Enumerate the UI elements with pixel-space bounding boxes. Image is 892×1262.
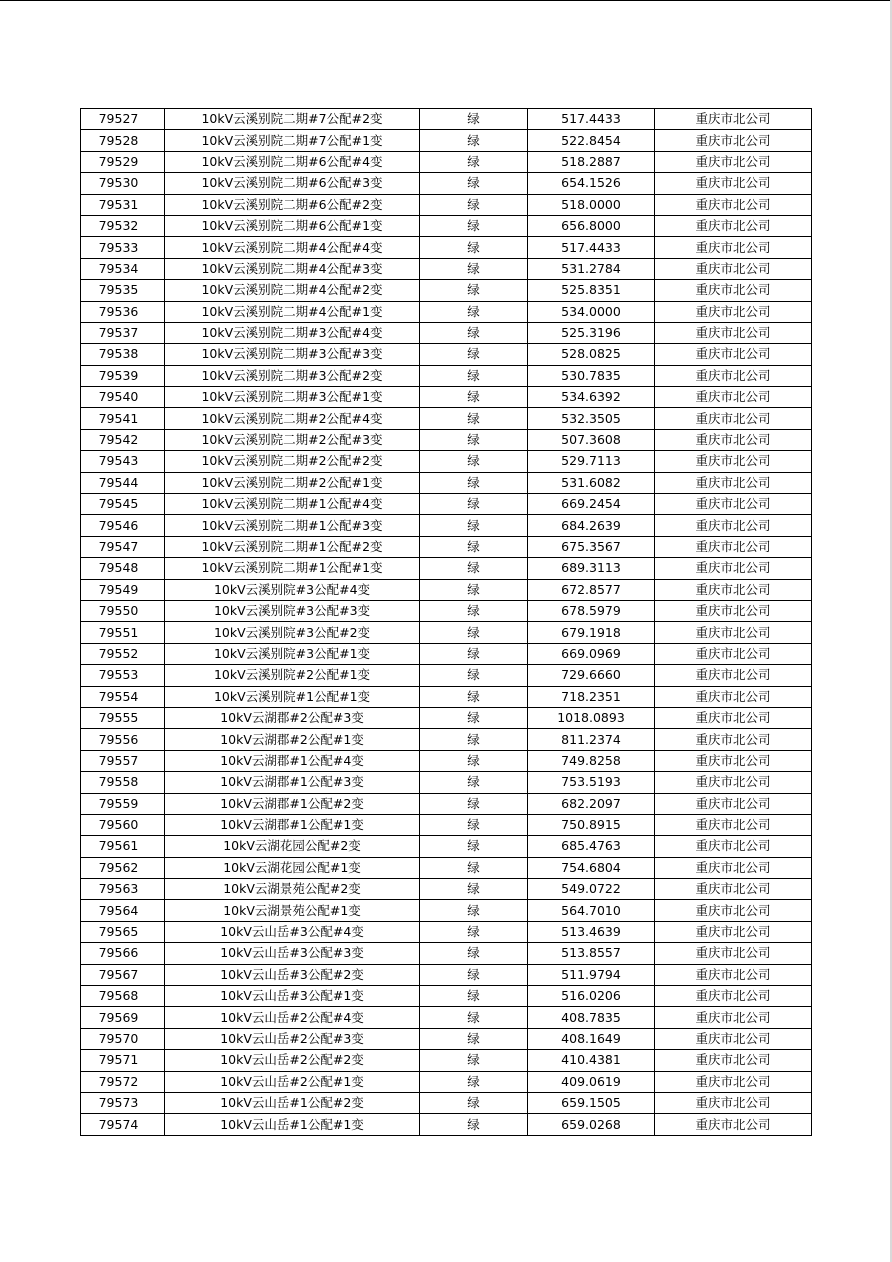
value-cell: 689.3113 bbox=[528, 558, 655, 579]
row-id-cell: 79567 bbox=[81, 964, 165, 985]
transformer-name-cell: 10kV云溪别院二期#6公配#3变 bbox=[165, 173, 420, 194]
company-cell: 重庆市北公司 bbox=[655, 729, 812, 750]
table-row bbox=[81, 729, 812, 750]
company-cell: 重庆市北公司 bbox=[655, 451, 812, 472]
company-cell: 重庆市北公司 bbox=[655, 879, 812, 900]
table-row bbox=[81, 964, 812, 985]
status-color-cell: 绿 bbox=[420, 109, 528, 130]
transformer-name-cell: 10kV云湖郡#2公配#3变 bbox=[165, 707, 420, 728]
table-row bbox=[81, 387, 812, 408]
status-color-cell: 绿 bbox=[420, 558, 528, 579]
transformer-name-cell: 10kV云湖郡#1公配#1变 bbox=[165, 814, 420, 835]
transformer-name-cell: 10kV云溪别院二期#4公配#2变 bbox=[165, 280, 420, 301]
company-cell: 重庆市北公司 bbox=[655, 1092, 812, 1113]
table-row bbox=[81, 237, 812, 258]
company-cell: 重庆市北公司 bbox=[655, 836, 812, 857]
status-color-cell: 绿 bbox=[420, 130, 528, 151]
transformer-name-cell: 10kV云溪别院二期#6公配#4变 bbox=[165, 151, 420, 172]
status-color-cell: 绿 bbox=[420, 494, 528, 515]
table-row bbox=[81, 558, 812, 579]
value-cell: 549.0722 bbox=[528, 879, 655, 900]
row-id-cell: 79554 bbox=[81, 686, 165, 707]
status-color-cell: 绿 bbox=[420, 900, 528, 921]
status-color-cell: 绿 bbox=[420, 194, 528, 215]
value-cell: 528.0825 bbox=[528, 344, 655, 365]
row-id-cell: 79530 bbox=[81, 173, 165, 194]
transformer-name-cell: 10kV云溪别院二期#2公配#2变 bbox=[165, 451, 420, 472]
status-color-cell: 绿 bbox=[420, 750, 528, 771]
row-id-cell: 79536 bbox=[81, 301, 165, 322]
row-id-cell: 79527 bbox=[81, 109, 165, 130]
company-cell: 重庆市北公司 bbox=[655, 1050, 812, 1071]
row-id-cell: 79548 bbox=[81, 558, 165, 579]
table-row bbox=[81, 1114, 812, 1135]
company-cell: 重庆市北公司 bbox=[655, 622, 812, 643]
company-cell: 重庆市北公司 bbox=[655, 1114, 812, 1135]
status-color-cell: 绿 bbox=[420, 1114, 528, 1135]
table-row bbox=[81, 750, 812, 771]
value-cell: 672.8577 bbox=[528, 579, 655, 600]
table-row bbox=[81, 365, 812, 386]
transformer-name-cell: 10kV云山岳#1公配#2变 bbox=[165, 1092, 420, 1113]
table-row bbox=[81, 814, 812, 835]
row-id-cell: 79537 bbox=[81, 322, 165, 343]
row-id-cell: 79564 bbox=[81, 900, 165, 921]
transformer-name-cell: 10kV云溪别院#3公配#2变 bbox=[165, 622, 420, 643]
status-color-cell: 绿 bbox=[420, 772, 528, 793]
transformer-name-cell: 10kV云溪别院#2公配#1变 bbox=[165, 665, 420, 686]
row-id-cell: 79569 bbox=[81, 1007, 165, 1028]
row-id-cell: 79532 bbox=[81, 215, 165, 236]
company-cell: 重庆市北公司 bbox=[655, 109, 812, 130]
value-cell: 531.6082 bbox=[528, 472, 655, 493]
company-cell: 重庆市北公司 bbox=[655, 515, 812, 536]
transformer-name-cell: 10kV云溪别院二期#2公配#4变 bbox=[165, 408, 420, 429]
status-color-cell: 绿 bbox=[420, 1028, 528, 1049]
status-color-cell: 绿 bbox=[420, 536, 528, 557]
value-cell: 531.2784 bbox=[528, 258, 655, 279]
row-id-cell: 79533 bbox=[81, 237, 165, 258]
value-cell: 753.5193 bbox=[528, 772, 655, 793]
status-color-cell: 绿 bbox=[420, 429, 528, 450]
row-id-cell: 79543 bbox=[81, 451, 165, 472]
value-cell: 409.0619 bbox=[528, 1071, 655, 1092]
value-cell: 408.1649 bbox=[528, 1028, 655, 1049]
status-color-cell: 绿 bbox=[420, 472, 528, 493]
company-cell: 重庆市北公司 bbox=[655, 258, 812, 279]
status-color-cell: 绿 bbox=[420, 387, 528, 408]
company-cell: 重庆市北公司 bbox=[655, 814, 812, 835]
table-row bbox=[81, 344, 812, 365]
value-cell: 675.3567 bbox=[528, 536, 655, 557]
row-id-cell: 79549 bbox=[81, 579, 165, 600]
row-id-cell: 79566 bbox=[81, 943, 165, 964]
company-cell: 重庆市北公司 bbox=[655, 665, 812, 686]
status-color-cell: 绿 bbox=[420, 1050, 528, 1071]
status-color-cell: 绿 bbox=[420, 836, 528, 857]
table-row bbox=[81, 836, 812, 857]
value-cell: 1018.0893 bbox=[528, 707, 655, 728]
status-color-cell: 绿 bbox=[420, 408, 528, 429]
company-cell: 重庆市北公司 bbox=[655, 130, 812, 151]
status-color-cell: 绿 bbox=[420, 322, 528, 343]
transformer-name-cell: 10kV云湖景苑公配#1变 bbox=[165, 900, 420, 921]
row-id-cell: 79572 bbox=[81, 1071, 165, 1092]
transformer-name-cell: 10kV云溪别院二期#4公配#3变 bbox=[165, 258, 420, 279]
status-color-cell: 绿 bbox=[420, 280, 528, 301]
table-row bbox=[81, 130, 812, 151]
company-cell: 重庆市北公司 bbox=[655, 536, 812, 557]
company-cell: 重庆市北公司 bbox=[655, 301, 812, 322]
table-row bbox=[81, 173, 812, 194]
transformer-name-cell: 10kV云溪别院二期#2公配#3变 bbox=[165, 429, 420, 450]
row-id-cell: 79541 bbox=[81, 408, 165, 429]
table-row bbox=[81, 643, 812, 664]
company-cell: 重庆市北公司 bbox=[655, 964, 812, 985]
transformer-name-cell: 10kV云溪别院二期#3公配#4变 bbox=[165, 322, 420, 343]
transformer-name-cell: 10kV云溪别院二期#3公配#1变 bbox=[165, 387, 420, 408]
row-id-cell: 79570 bbox=[81, 1028, 165, 1049]
transformer-name-cell: 10kV云湖郡#1公配#3变 bbox=[165, 772, 420, 793]
value-cell: 518.0000 bbox=[528, 194, 655, 215]
table-row bbox=[81, 857, 812, 878]
transformer-name-cell: 10kV云溪别院二期#6公配#2变 bbox=[165, 194, 420, 215]
company-cell: 重庆市北公司 bbox=[655, 686, 812, 707]
value-cell: 530.7835 bbox=[528, 365, 655, 386]
company-cell: 重庆市北公司 bbox=[655, 986, 812, 1007]
row-id-cell: 79544 bbox=[81, 472, 165, 493]
value-cell: 408.7835 bbox=[528, 1007, 655, 1028]
row-id-cell: 79550 bbox=[81, 600, 165, 621]
company-cell: 重庆市北公司 bbox=[655, 921, 812, 942]
status-color-cell: 绿 bbox=[420, 215, 528, 236]
table-row bbox=[81, 707, 812, 728]
status-color-cell: 绿 bbox=[420, 729, 528, 750]
company-cell: 重庆市北公司 bbox=[655, 408, 812, 429]
row-id-cell: 79571 bbox=[81, 1050, 165, 1071]
company-cell: 重庆市北公司 bbox=[655, 365, 812, 386]
table-row bbox=[81, 943, 812, 964]
transformer-name-cell: 10kV云溪别院二期#1公配#4变 bbox=[165, 494, 420, 515]
row-id-cell: 79534 bbox=[81, 258, 165, 279]
status-color-cell: 绿 bbox=[420, 151, 528, 172]
company-cell: 重庆市北公司 bbox=[655, 600, 812, 621]
status-color-cell: 绿 bbox=[420, 643, 528, 664]
row-id-cell: 79538 bbox=[81, 344, 165, 365]
value-cell: 718.2351 bbox=[528, 686, 655, 707]
table-row bbox=[81, 900, 812, 921]
transformer-name-cell: 10kV云湖花园公配#2变 bbox=[165, 836, 420, 857]
company-cell: 重庆市北公司 bbox=[655, 750, 812, 771]
value-cell: 811.2374 bbox=[528, 729, 655, 750]
value-cell: 518.2887 bbox=[528, 151, 655, 172]
status-color-cell: 绿 bbox=[420, 365, 528, 386]
value-cell: 507.3608 bbox=[528, 429, 655, 450]
company-cell: 重庆市北公司 bbox=[655, 322, 812, 343]
company-cell: 重庆市北公司 bbox=[655, 943, 812, 964]
table-row bbox=[81, 622, 812, 643]
transformer-table bbox=[80, 108, 812, 1136]
value-cell: 511.9794 bbox=[528, 964, 655, 985]
value-cell: 532.3505 bbox=[528, 408, 655, 429]
value-cell: 517.4433 bbox=[528, 109, 655, 130]
table-row bbox=[81, 301, 812, 322]
status-color-cell: 绿 bbox=[420, 707, 528, 728]
row-id-cell: 79565 bbox=[81, 921, 165, 942]
transformer-name-cell: 10kV云湖郡#1公配#2变 bbox=[165, 793, 420, 814]
table-row bbox=[81, 986, 812, 1007]
company-cell: 重庆市北公司 bbox=[655, 344, 812, 365]
status-color-cell: 绿 bbox=[420, 600, 528, 621]
row-id-cell: 79560 bbox=[81, 814, 165, 835]
transformer-name-cell: 10kV云溪别院#3公配#3变 bbox=[165, 600, 420, 621]
transformer-name-cell: 10kV云溪别院二期#4公配#1变 bbox=[165, 301, 420, 322]
value-cell: 564.7010 bbox=[528, 900, 655, 921]
company-cell: 重庆市北公司 bbox=[655, 494, 812, 515]
row-id-cell: 79562 bbox=[81, 857, 165, 878]
value-cell: 659.0268 bbox=[528, 1114, 655, 1135]
transformer-name-cell: 10kV云溪别院二期#1公配#1变 bbox=[165, 558, 420, 579]
table-row bbox=[81, 194, 812, 215]
value-cell: 685.4763 bbox=[528, 836, 655, 857]
row-id-cell: 79546 bbox=[81, 515, 165, 536]
row-id-cell: 79558 bbox=[81, 772, 165, 793]
row-id-cell: 79529 bbox=[81, 151, 165, 172]
transformer-name-cell: 10kV云溪别院二期#4公配#4变 bbox=[165, 237, 420, 258]
page-top-border bbox=[0, 0, 892, 1]
company-cell: 重庆市北公司 bbox=[655, 772, 812, 793]
row-id-cell: 79552 bbox=[81, 643, 165, 664]
status-color-cell: 绿 bbox=[420, 301, 528, 322]
row-id-cell: 79535 bbox=[81, 280, 165, 301]
status-color-cell: 绿 bbox=[420, 1071, 528, 1092]
table-row bbox=[81, 1028, 812, 1049]
value-cell: 516.0206 bbox=[528, 986, 655, 1007]
table-row bbox=[81, 408, 812, 429]
transformer-name-cell: 10kV云溪别院#3公配#4变 bbox=[165, 579, 420, 600]
row-id-cell: 79547 bbox=[81, 536, 165, 557]
company-cell: 重庆市北公司 bbox=[655, 215, 812, 236]
company-cell: 重庆市北公司 bbox=[655, 1007, 812, 1028]
value-cell: 678.5979 bbox=[528, 600, 655, 621]
status-color-cell: 绿 bbox=[420, 173, 528, 194]
table-row bbox=[81, 879, 812, 900]
value-cell: 522.8454 bbox=[528, 130, 655, 151]
company-cell: 重庆市北公司 bbox=[655, 472, 812, 493]
company-cell: 重庆市北公司 bbox=[655, 194, 812, 215]
company-cell: 重庆市北公司 bbox=[655, 151, 812, 172]
table-row bbox=[81, 600, 812, 621]
company-cell: 重庆市北公司 bbox=[655, 707, 812, 728]
row-id-cell: 79563 bbox=[81, 879, 165, 900]
status-color-cell: 绿 bbox=[420, 1092, 528, 1113]
value-cell: 749.8258 bbox=[528, 750, 655, 771]
table-row bbox=[81, 215, 812, 236]
status-color-cell: 绿 bbox=[420, 579, 528, 600]
transformer-name-cell: 10kV云湖景苑公配#2变 bbox=[165, 879, 420, 900]
status-color-cell: 绿 bbox=[420, 686, 528, 707]
transformer-name-cell: 10kV云山岳#1公配#1变 bbox=[165, 1114, 420, 1135]
status-color-cell: 绿 bbox=[420, 986, 528, 1007]
status-color-cell: 绿 bbox=[420, 964, 528, 985]
table-row bbox=[81, 280, 812, 301]
transformer-name-cell: 10kV云溪别院二期#7公配#2变 bbox=[165, 109, 420, 130]
status-color-cell: 绿 bbox=[420, 237, 528, 258]
table-row bbox=[81, 472, 812, 493]
table-row bbox=[81, 258, 812, 279]
transformer-name-cell: 10kV云山岳#3公配#1变 bbox=[165, 986, 420, 1007]
row-id-cell: 79573 bbox=[81, 1092, 165, 1113]
status-color-cell: 绿 bbox=[420, 344, 528, 365]
status-color-cell: 绿 bbox=[420, 921, 528, 942]
transformer-name-cell: 10kV云山岳#3公配#2变 bbox=[165, 964, 420, 985]
value-cell: 729.6660 bbox=[528, 665, 655, 686]
transformer-name-cell: 10kV云溪别院二期#1公配#2变 bbox=[165, 536, 420, 557]
transformer-name-cell: 10kV云溪别院#1公配#1变 bbox=[165, 686, 420, 707]
transformer-name-cell: 10kV云山岳#2公配#2变 bbox=[165, 1050, 420, 1071]
value-cell: 669.0969 bbox=[528, 643, 655, 664]
company-cell: 重庆市北公司 bbox=[655, 857, 812, 878]
row-id-cell: 79553 bbox=[81, 665, 165, 686]
table-row bbox=[81, 579, 812, 600]
company-cell: 重庆市北公司 bbox=[655, 429, 812, 450]
status-color-cell: 绿 bbox=[420, 793, 528, 814]
row-id-cell: 79561 bbox=[81, 836, 165, 857]
value-cell: 534.0000 bbox=[528, 301, 655, 322]
row-id-cell: 79568 bbox=[81, 986, 165, 1007]
transformer-name-cell: 10kV云湖郡#1公配#4变 bbox=[165, 750, 420, 771]
value-cell: 679.1918 bbox=[528, 622, 655, 643]
status-color-cell: 绿 bbox=[420, 622, 528, 643]
table-row bbox=[81, 1050, 812, 1071]
value-cell: 529.7113 bbox=[528, 451, 655, 472]
status-color-cell: 绿 bbox=[420, 943, 528, 964]
transformer-name-cell: 10kV云山岳#2公配#1变 bbox=[165, 1071, 420, 1092]
value-cell: 517.4433 bbox=[528, 237, 655, 258]
transformer-name-cell: 10kV云湖花园公配#1变 bbox=[165, 857, 420, 878]
status-color-cell: 绿 bbox=[420, 814, 528, 835]
table-row bbox=[81, 536, 812, 557]
row-id-cell: 79528 bbox=[81, 130, 165, 151]
table-row bbox=[81, 1007, 812, 1028]
transformer-name-cell: 10kV云溪别院二期#7公配#1变 bbox=[165, 130, 420, 151]
transformer-name-cell: 10kV云山岳#3公配#4变 bbox=[165, 921, 420, 942]
transformer-name-cell: 10kV云溪别院#3公配#1变 bbox=[165, 643, 420, 664]
transformer-name-cell: 10kV云山岳#2公配#4变 bbox=[165, 1007, 420, 1028]
company-cell: 重庆市北公司 bbox=[655, 173, 812, 194]
table-row bbox=[81, 494, 812, 515]
status-color-cell: 绿 bbox=[420, 1007, 528, 1028]
row-id-cell: 79531 bbox=[81, 194, 165, 215]
status-color-cell: 绿 bbox=[420, 451, 528, 472]
value-cell: 513.8557 bbox=[528, 943, 655, 964]
table-row bbox=[81, 921, 812, 942]
status-color-cell: 绿 bbox=[420, 665, 528, 686]
table-row bbox=[81, 515, 812, 536]
transformer-name-cell: 10kV云溪别院二期#1公配#3变 bbox=[165, 515, 420, 536]
table-row bbox=[81, 665, 812, 686]
transformer-name-cell: 10kV云湖郡#2公配#1变 bbox=[165, 729, 420, 750]
transformer-name-cell: 10kV云溪别院二期#3公配#3变 bbox=[165, 344, 420, 365]
table-row bbox=[81, 151, 812, 172]
table-row bbox=[81, 429, 812, 450]
row-id-cell: 79539 bbox=[81, 365, 165, 386]
table-row bbox=[81, 109, 812, 130]
table-row bbox=[81, 451, 812, 472]
transformer-name-cell: 10kV云溪别院二期#6公配#1变 bbox=[165, 215, 420, 236]
row-id-cell: 79542 bbox=[81, 429, 165, 450]
company-cell: 重庆市北公司 bbox=[655, 1028, 812, 1049]
value-cell: 754.6804 bbox=[528, 857, 655, 878]
row-id-cell: 79559 bbox=[81, 793, 165, 814]
value-cell: 682.2097 bbox=[528, 793, 655, 814]
table-body bbox=[81, 109, 812, 1136]
table-row bbox=[81, 772, 812, 793]
company-cell: 重庆市北公司 bbox=[655, 900, 812, 921]
table-row bbox=[81, 322, 812, 343]
company-cell: 重庆市北公司 bbox=[655, 793, 812, 814]
company-cell: 重庆市北公司 bbox=[655, 643, 812, 664]
value-cell: 525.3196 bbox=[528, 322, 655, 343]
table-row bbox=[81, 1092, 812, 1113]
status-color-cell: 绿 bbox=[420, 258, 528, 279]
row-id-cell: 79574 bbox=[81, 1114, 165, 1135]
value-cell: 513.4639 bbox=[528, 921, 655, 942]
value-cell: 654.1526 bbox=[528, 173, 655, 194]
value-cell: 659.1505 bbox=[528, 1092, 655, 1113]
row-id-cell: 79545 bbox=[81, 494, 165, 515]
status-color-cell: 绿 bbox=[420, 857, 528, 878]
value-cell: 684.2639 bbox=[528, 515, 655, 536]
row-id-cell: 79556 bbox=[81, 729, 165, 750]
row-id-cell: 79557 bbox=[81, 750, 165, 771]
transformer-name-cell: 10kV云溪别院二期#2公配#1变 bbox=[165, 472, 420, 493]
table-row bbox=[81, 1071, 812, 1092]
value-cell: 410.4381 bbox=[528, 1050, 655, 1071]
value-cell: 525.8351 bbox=[528, 280, 655, 301]
transformer-name-cell: 10kV云溪别院二期#3公配#2变 bbox=[165, 365, 420, 386]
company-cell: 重庆市北公司 bbox=[655, 558, 812, 579]
value-cell: 656.8000 bbox=[528, 215, 655, 236]
status-color-cell: 绿 bbox=[420, 879, 528, 900]
company-cell: 重庆市北公司 bbox=[655, 579, 812, 600]
table-row bbox=[81, 793, 812, 814]
company-cell: 重庆市北公司 bbox=[655, 280, 812, 301]
table-row bbox=[81, 686, 812, 707]
transformer-name-cell: 10kV云山岳#3公配#3变 bbox=[165, 943, 420, 964]
row-id-cell: 79540 bbox=[81, 387, 165, 408]
row-id-cell: 79551 bbox=[81, 622, 165, 643]
company-cell: 重庆市北公司 bbox=[655, 237, 812, 258]
value-cell: 750.8915 bbox=[528, 814, 655, 835]
company-cell: 重庆市北公司 bbox=[655, 1071, 812, 1092]
value-cell: 534.6392 bbox=[528, 387, 655, 408]
company-cell: 重庆市北公司 bbox=[655, 387, 812, 408]
status-color-cell: 绿 bbox=[420, 515, 528, 536]
value-cell: 669.2454 bbox=[528, 494, 655, 515]
transformer-name-cell: 10kV云山岳#2公配#3变 bbox=[165, 1028, 420, 1049]
row-id-cell: 79555 bbox=[81, 707, 165, 728]
